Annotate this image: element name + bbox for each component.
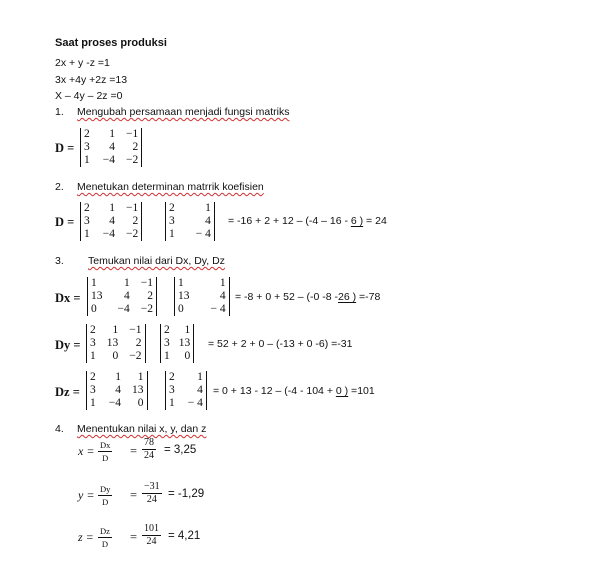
det-dz-result-suffix: =101 bbox=[348, 385, 375, 397]
matrix-row bbox=[88, 303, 156, 316]
det-dx-main bbox=[87, 277, 157, 316]
det-d-result-suffix: = 24 bbox=[363, 215, 387, 227]
solution-x-var-text: x bbox=[78, 444, 84, 458]
matrix-row bbox=[87, 384, 147, 397]
matrix-row bbox=[175, 290, 229, 303]
matrix-cell: 13 bbox=[91, 290, 103, 302]
fraction-denominator: 24 bbox=[146, 536, 157, 547]
matrix-cell: − 4 bbox=[187, 397, 203, 409]
matrix-d-table bbox=[81, 128, 141, 167]
step-2-number: 2. bbox=[55, 181, 64, 193]
matrix-cell: 2 bbox=[84, 202, 90, 214]
matrix-cell: 2 bbox=[90, 324, 96, 336]
matrix-cell: 3 bbox=[164, 337, 170, 349]
matrix-cell: 1 bbox=[137, 371, 144, 383]
det-dz-label-text: Dz bbox=[55, 385, 70, 399]
matrix-cell: 1 bbox=[219, 277, 226, 289]
fraction-numerator: 78 bbox=[144, 437, 154, 448]
matrix-cell: 2 bbox=[90, 371, 96, 383]
matrix-cell: 2 bbox=[169, 371, 175, 383]
fraction-numerator: Dx bbox=[100, 440, 111, 450]
matrix-cell: 1 bbox=[109, 202, 115, 214]
matrix-row bbox=[81, 141, 141, 154]
det-d-main-table bbox=[81, 202, 141, 241]
det-dx-ext-table bbox=[175, 277, 229, 316]
det-d-ext-table bbox=[166, 202, 214, 241]
matrix-cell: 1 bbox=[205, 202, 211, 214]
matrix-cell: 0 bbox=[137, 397, 144, 409]
matrix-row bbox=[81, 128, 141, 141]
solution-x-result: = 3,25 bbox=[164, 444, 197, 456]
matrix-cell: 1 bbox=[112, 324, 119, 336]
matrix-cell: 1 bbox=[197, 371, 203, 383]
matrix-cell: 1 bbox=[90, 350, 96, 362]
matrix-cell: −2 bbox=[126, 228, 139, 240]
solution-y-var-text: y bbox=[78, 488, 84, 502]
fraction-numerator: Dz bbox=[100, 526, 110, 536]
matrix-row bbox=[81, 228, 141, 241]
fraction-denominator: 24 bbox=[146, 494, 157, 505]
det-d-label: D = bbox=[55, 215, 75, 229]
matrix-cell: −4 bbox=[102, 154, 115, 166]
det-d-result bbox=[228, 215, 387, 227]
step-4-label: Menentukan nilai x, y, dan z bbox=[77, 423, 207, 435]
fraction-numerator: 101 bbox=[144, 523, 159, 534]
step-4-number: 4. bbox=[55, 423, 64, 435]
det-dx-result-suffix: =-78 bbox=[356, 291, 381, 303]
matrix-row bbox=[87, 337, 145, 350]
matrix-row bbox=[87, 350, 145, 363]
matrix-row bbox=[175, 277, 229, 290]
solution-x-var: x = bbox=[78, 444, 95, 458]
det-dy-ext-table bbox=[161, 324, 193, 363]
matrix-cell: 1 bbox=[91, 277, 97, 289]
matrix-cell: 1 bbox=[124, 277, 130, 289]
matrix-cell: 1 bbox=[169, 228, 175, 240]
det-dz-main-table bbox=[87, 371, 147, 410]
matrix-row bbox=[161, 350, 193, 363]
matrix-cell: − 4 bbox=[210, 303, 226, 315]
solution-x-symbolic-fraction bbox=[98, 439, 112, 464]
matrix-row bbox=[81, 154, 141, 167]
matrix-cell: 1 bbox=[178, 277, 184, 289]
matrix-cell: 4 bbox=[109, 141, 115, 153]
solution-y-symbolic-fraction bbox=[98, 483, 112, 508]
matrix-d-label: D = bbox=[55, 141, 75, 155]
matrix-cell: 0 bbox=[112, 350, 119, 362]
matrix-cell: −2 bbox=[129, 350, 142, 362]
matrix-cell: 3 bbox=[90, 337, 96, 349]
step-3-number: 3. bbox=[55, 255, 64, 267]
step-1-label: Mengubah persamaan menjadi fungsi matriks bbox=[77, 106, 290, 118]
matrix-cell: − 4 bbox=[195, 228, 211, 240]
matrix-cell: 2 bbox=[147, 290, 153, 302]
det-dx-main-table bbox=[88, 277, 156, 316]
matrix-cell: 3 bbox=[169, 384, 175, 396]
det-dz-ext-table bbox=[166, 371, 206, 410]
matrix-cell: 13 bbox=[106, 337, 119, 349]
matrix-cell: 2 bbox=[164, 324, 170, 336]
solution-y-result: = -1,29 bbox=[168, 488, 205, 500]
matrix-cell: −4 bbox=[108, 397, 121, 409]
matrix-row bbox=[88, 277, 156, 290]
det-dx-label-text: Dx bbox=[55, 291, 71, 305]
solution-y-var: y = bbox=[78, 488, 95, 502]
matrix-row bbox=[166, 215, 214, 228]
solution-z-result: = 4,21 bbox=[168, 530, 201, 542]
det-dy-main bbox=[86, 324, 146, 363]
det-d-label-text: D bbox=[55, 215, 65, 229]
det-dy-main-table bbox=[87, 324, 145, 363]
solution-z-value-fraction bbox=[142, 523, 161, 548]
matrix-row bbox=[88, 290, 156, 303]
det-d-ext bbox=[165, 202, 215, 241]
matrix-row bbox=[81, 202, 141, 215]
matrix-row bbox=[166, 202, 214, 215]
matrix-row bbox=[166, 228, 214, 241]
equation-3: X – 4y – 2z =0 bbox=[55, 90, 123, 102]
matrix-d bbox=[80, 128, 142, 167]
fraction-denominator: D bbox=[101, 539, 109, 549]
matrix-cell: 0 bbox=[91, 303, 97, 315]
equation-1: 2x + y -z =1 bbox=[55, 57, 110, 69]
matrix-cell: 1 bbox=[164, 350, 170, 362]
det-dy-ext bbox=[160, 324, 194, 363]
matrix-cell: 1 bbox=[90, 397, 96, 409]
det-d-main bbox=[80, 202, 142, 241]
matrix-cell: −1 bbox=[126, 202, 139, 214]
matrix-cell: 0 bbox=[178, 303, 184, 315]
matrix-d-label-text: D bbox=[55, 141, 65, 155]
det-dx-ext bbox=[174, 277, 230, 316]
matrix-cell: 3 bbox=[169, 215, 175, 227]
det-d-result-prefix: = -16 + 2 + 12 – (-4 – 16 - bbox=[228, 215, 351, 227]
matrix-row bbox=[166, 384, 206, 397]
matrix-cell: 2 bbox=[132, 215, 139, 227]
det-dy-result-prefix: = 52 + 2 + 0 – (-13 + 0 -6) =-31 bbox=[208, 338, 353, 350]
matrix-cell: −2 bbox=[140, 303, 153, 315]
matrix-row bbox=[161, 337, 193, 350]
solution-z-var: z = bbox=[78, 530, 94, 544]
matrix-cell: 1 bbox=[184, 324, 191, 336]
fraction-denominator: D bbox=[102, 497, 109, 507]
matrix-cell: 2 bbox=[132, 141, 139, 153]
det-dz-result bbox=[213, 385, 375, 397]
equals-sign: = bbox=[130, 488, 138, 502]
matrix-cell: 3 bbox=[84, 141, 90, 153]
matrix-cell: 1 bbox=[109, 128, 115, 140]
equals-sign: = bbox=[130, 530, 138, 544]
matrix-cell: −1 bbox=[126, 128, 139, 140]
solution-z-symbolic-fraction bbox=[98, 525, 112, 550]
matrix-cell: 2 bbox=[84, 128, 90, 140]
matrix-row bbox=[81, 215, 141, 228]
matrix-cell: 1 bbox=[84, 228, 90, 240]
fraction-denominator: 24 bbox=[144, 450, 154, 461]
matrix-cell: 4 bbox=[197, 384, 203, 396]
title-text: Saat proses produksi bbox=[55, 37, 167, 49]
matrix-cell: 2 bbox=[135, 337, 142, 349]
matrix-cell: 0 bbox=[184, 350, 191, 362]
det-dx-result bbox=[235, 291, 380, 303]
matrix-cell: 4 bbox=[219, 290, 226, 302]
matrix-cell: −1 bbox=[129, 324, 142, 336]
matrix-row bbox=[166, 397, 206, 410]
det-dz-ext bbox=[165, 371, 207, 410]
equation-2: 3x +4y +2z =13 bbox=[55, 74, 128, 86]
matrix-cell: 1 bbox=[115, 371, 121, 383]
matrix-cell: 4 bbox=[109, 215, 115, 227]
det-dz-result-prefix: = 0 + 13 - 12 – (-4 - 104 + bbox=[213, 385, 336, 397]
matrix-row bbox=[87, 397, 147, 410]
matrix-row bbox=[161, 324, 193, 337]
solution-z-var-text: z bbox=[78, 530, 83, 544]
matrix-row bbox=[87, 324, 145, 337]
det-dz-main bbox=[86, 371, 148, 410]
fraction-numerator: Dy bbox=[100, 484, 111, 494]
det-dz-result-underlined: 0 ) bbox=[335, 385, 349, 397]
det-dy-label-text: Dy bbox=[55, 338, 71, 352]
det-dy-label: Dy = bbox=[55, 338, 81, 352]
fraction-numerator: −31 bbox=[144, 481, 160, 492]
matrix-cell: 1 bbox=[169, 397, 175, 409]
matrix-cell: 1 bbox=[84, 154, 90, 166]
solution-y-value-fraction bbox=[142, 481, 162, 506]
matrix-cell: −4 bbox=[117, 303, 130, 315]
matrix-row bbox=[166, 371, 206, 384]
step-2-label: Menetukan determinan matrrik koefisien bbox=[77, 181, 264, 193]
det-dz-label: Dz = bbox=[55, 385, 80, 399]
matrix-cell: 4 bbox=[115, 384, 121, 396]
solution-x-value-fraction bbox=[142, 437, 156, 462]
matrix-cell: 2 bbox=[169, 202, 175, 214]
matrix-cell: 3 bbox=[84, 215, 90, 227]
matrix-cell: 13 bbox=[132, 384, 144, 396]
equals-sign: = bbox=[130, 444, 138, 458]
matrix-cell: −1 bbox=[140, 277, 153, 289]
det-dx-label: Dx = bbox=[55, 291, 81, 305]
step-1-number: 1. bbox=[55, 106, 64, 118]
matrix-cell: 4 bbox=[205, 215, 211, 227]
matrix-row bbox=[87, 371, 147, 384]
det-dx-result-prefix: = -8 + 0 + 52 – (-0 -8 - bbox=[235, 291, 339, 303]
matrix-cell: −2 bbox=[126, 154, 139, 166]
matrix-row bbox=[175, 303, 229, 316]
page-title bbox=[55, 37, 167, 49]
matrix-cell: 3 bbox=[90, 384, 96, 396]
fraction-denominator: D bbox=[102, 453, 109, 463]
step-3-label: Temukan nilai dari Dx, Dy, Dz bbox=[88, 255, 225, 267]
matrix-cell: 4 bbox=[124, 290, 130, 302]
det-dy-result bbox=[208, 338, 352, 350]
matrix-cell: 13 bbox=[178, 290, 190, 302]
det-d-result-underlined: 6 ) bbox=[350, 215, 364, 227]
det-dx-result-underlined: 26 ) bbox=[338, 291, 357, 303]
matrix-cell: −4 bbox=[102, 228, 115, 240]
matrix-cell: 13 bbox=[178, 337, 191, 349]
